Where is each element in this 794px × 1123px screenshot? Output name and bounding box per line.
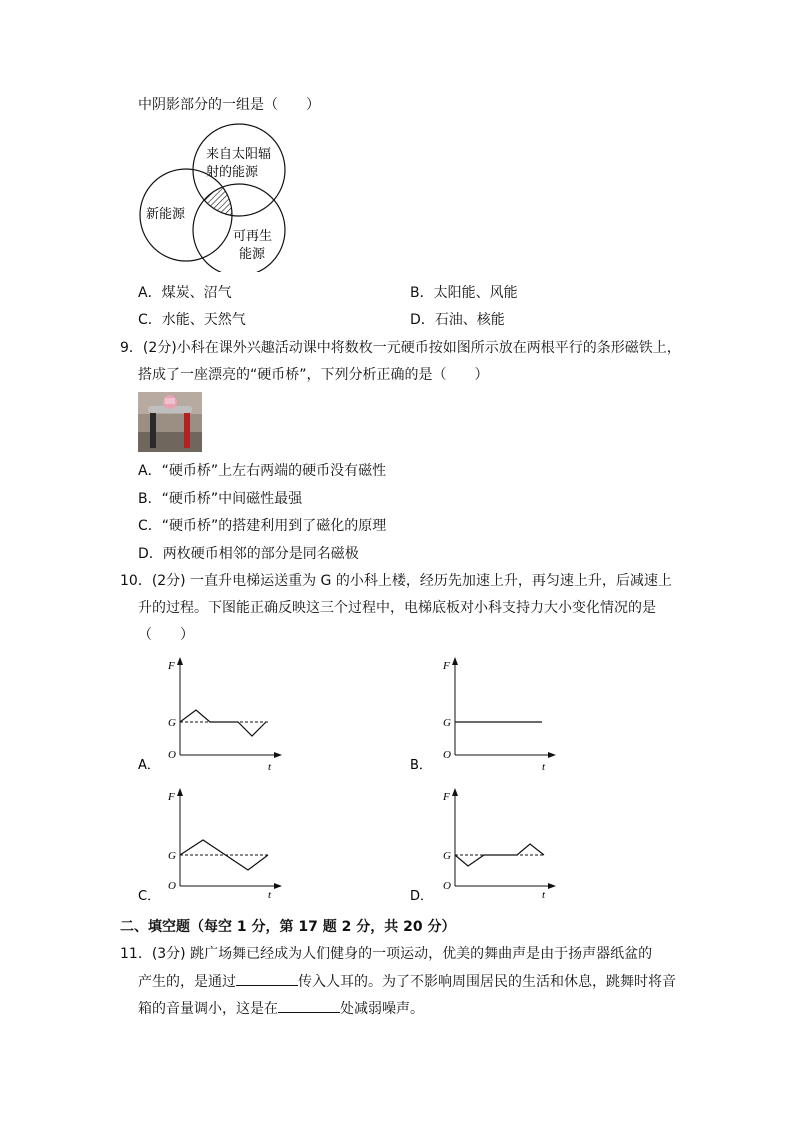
graph-c-origin: O — [168, 880, 176, 892]
coin-bridge-photo — [138, 392, 202, 452]
venn-label-renewable-1: 可再生 — [233, 229, 273, 244]
q8-option-a[interactable]: A．煤炭、沼气 — [138, 285, 232, 301]
graph-d-axis-g: G — [443, 850, 451, 862]
graph-d[interactable] — [410, 786, 560, 911]
q11-line3-part2: 处减弱噪声。 — [340, 1001, 424, 1017]
q9-stem-line2: 搭成了一座漂亮的“硬币桥”，下列分析正确的是（ ） — [138, 367, 489, 383]
q8-stem: 中阴影部分的一组是（ ） — [138, 97, 320, 113]
q9-option-a[interactable]: A．“硬币桥”上左右两端的硬币没有磁性 — [138, 463, 387, 479]
venn-label-solar-2: 射的能源 — [206, 165, 259, 180]
q11-blank-3[interactable] — [278, 998, 340, 1013]
graph-b-axis-f: F — [443, 660, 450, 672]
graph-b-axis-g: G — [443, 717, 451, 729]
graph-d-origin: O — [443, 880, 451, 892]
graph-a-axis-t: t — [268, 761, 272, 773]
q8-option-d[interactable]: D．石油、核能 — [410, 312, 505, 328]
graph-c-axis-t: t — [268, 889, 272, 901]
q10-stem-line2: 升的过程。下图能正确反映这三个过程中，电梯底板对小科支持力大小变化情况的是 — [138, 600, 656, 616]
graph-a-origin: O — [168, 749, 176, 761]
q11-line1: 11．(3分) 跳广场舞已经成为人们健身的一项运动，优美的舞曲声是由于扬声器纸盆的 — [120, 946, 653, 962]
q11-line2 — [138, 971, 676, 992]
graph-b[interactable] — [410, 655, 560, 780]
q11-line3 — [138, 998, 424, 1019]
venn-label-renewable-2: 能源 — [239, 247, 266, 262]
graph-d-axis-t: t — [542, 889, 546, 901]
graph-a-axis-f: F — [168, 660, 175, 672]
venn-diagram — [130, 122, 300, 272]
graph-b-label: B． — [410, 758, 432, 773]
q11-line2-part2: 传入人耳的。为了不影响周围居民的生活和休息，跳舞时将音 — [298, 974, 676, 990]
section-2-title: 二、填空题（每空 1 分，第 17 题 2 分，共 20 分） — [120, 919, 456, 935]
q10-stem-line3: （ ） — [138, 627, 194, 643]
q8-option-b[interactable]: B．太阳能、风能 — [410, 285, 518, 301]
graph-b-axis-t: t — [542, 761, 546, 773]
q9-option-b[interactable]: B．“硬币桥”中间磁性最强 — [138, 491, 303, 507]
graph-b-origin: O — [443, 749, 451, 761]
q9-option-d[interactable]: D．两枚硬币相邻的部分是同名磁极 — [138, 546, 359, 562]
graph-a-axis-g: G — [168, 717, 176, 729]
graph-a-label: A． — [138, 758, 160, 773]
q11-blank-2[interactable] — [236, 971, 298, 986]
graph-d-axis-f: F — [443, 791, 450, 803]
venn-label-solar-1: 来自太阳辐 — [206, 147, 272, 162]
venn-label-new: 新能源 — [146, 207, 186, 222]
q11-line2-part1: 产生的，是通过 — [138, 974, 236, 990]
graph-c-axis-f: F — [168, 791, 175, 803]
q10-stem-line1: 10．(2分) 一直升电梯运送重为 G 的小科上楼，经历先加速上升，再匀速上升，后减速上 — [120, 573, 672, 589]
q9-stem-line1: 9．(2分)小科在课外兴趣活动课中将数枚一元硬币按如图所示放在两根平行的条形磁铁上， — [120, 340, 681, 356]
graph-c[interactable] — [138, 786, 288, 911]
graph-c-label: C． — [138, 889, 161, 904]
graph-d-label: D． — [410, 889, 434, 904]
graph-c-axis-g: G — [168, 850, 176, 862]
q9-option-c[interactable]: C．“硬币桥”的搭建利用到了磁化的原理 — [138, 518, 387, 534]
q11-line3-part1: 箱的音量调小，这是在 — [138, 1001, 278, 1017]
q8-option-c[interactable]: C．水能、天然气 — [138, 312, 246, 328]
graph-a[interactable] — [138, 655, 288, 780]
